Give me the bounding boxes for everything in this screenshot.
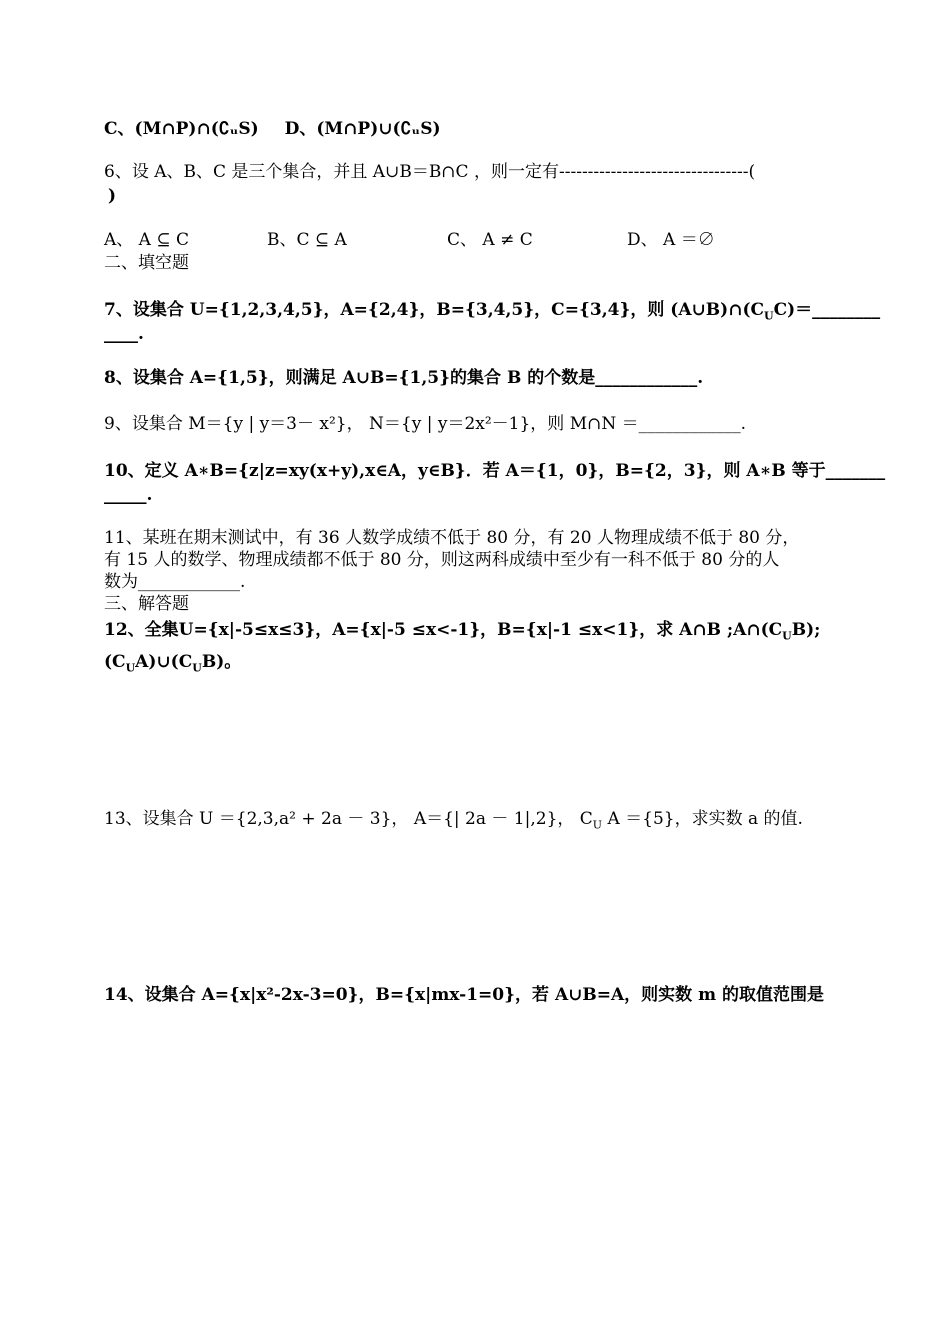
q12-line2: $(C_UA)\cup(C_UB)$。 bbox=[104, 652, 242, 675]
q5-options bbox=[104, 118, 441, 140]
section-solve-heading: 三、解答题 bbox=[104, 594, 189, 614]
q12-line1: 12、全集U={x|-5≤x≤3}，A={x|-5 ≤x<-1}，B={x|-1 ≤x<1}，求 A∩B $;A\cap(C_UB)$; bbox=[104, 620, 821, 643]
q8-text: 8、设集合 A={1,5}，则满足 A∪B={1,5}的集合 B 的个数是____________. bbox=[104, 368, 704, 388]
q6-option-a: A、 A ⊆ C bbox=[104, 230, 190, 250]
q6-close-paren: ) bbox=[108, 186, 117, 206]
q6-options bbox=[104, 229, 844, 251]
q11-line1: 11、某班在期末测试中，有 36 人数学成绩不低于 80 分，有 20 人物理成绩不低于 80 分， bbox=[104, 528, 800, 548]
q10-line1: 10、定义 A∗B={z|z=xy(x+y),x∈A，y∈B}．若 A＝{1，0}，B={2，3}，则 A∗B 等于_______ bbox=[104, 461, 886, 481]
q7-line2: ____. bbox=[104, 324, 144, 344]
q13-text: 13、设集合 U ＝{2,3,a² + 2a － 3}， A＝{| 2a － 1|,2}， $C_U$ A ＝{5}，求实数 a 的值. bbox=[104, 809, 803, 832]
q7-line1: 7、设集合 U={1,2,3,4,5}，A={2,4}，B={3,4,5}，C={3,4}，则 $(A\cup B)\cap(C_UC)=\_\_\_\_\_\_\_\_$ bbox=[104, 300, 881, 323]
q6-stem: 6、设 A、B、C 是三个集合，并且 A∪B＝B∩C ，则一定有---------------------------------( bbox=[104, 162, 756, 182]
q14-text: 14、设集合 A={x|x²-2x-3=0}，B={x|mx-1=0}，若 A∪B=A，则实数 m 的取值范围是 bbox=[104, 985, 825, 1005]
q6-option-b: B、C ⊆ A bbox=[267, 230, 347, 250]
q6-option-c: C、 A ≠ C bbox=[447, 230, 533, 250]
q9-text: 9、设集合 M＝{y | y＝3－ x²}， N＝{y | y＝2x²－1}，则 M∩N ＝____________. bbox=[104, 414, 747, 434]
q6-option-d: D、 A ＝∅ bbox=[627, 230, 715, 250]
q11-line2: 有 15 人的数学、物理成绩都不低于 80 分，则这两科成绩中至少有一科不低于 80 分的人 bbox=[104, 550, 780, 570]
q5-option-c: C、(M∩P)∩(∁ᵤS) bbox=[104, 119, 259, 139]
q5-option-d: D、(M∩P)∪(∁ᵤS) bbox=[284, 119, 441, 139]
section-fill-in-heading: 二、填空题 bbox=[104, 253, 189, 273]
q10-line2: _____. bbox=[104, 485, 153, 505]
q11-line3: 数为____________. bbox=[104, 572, 246, 592]
